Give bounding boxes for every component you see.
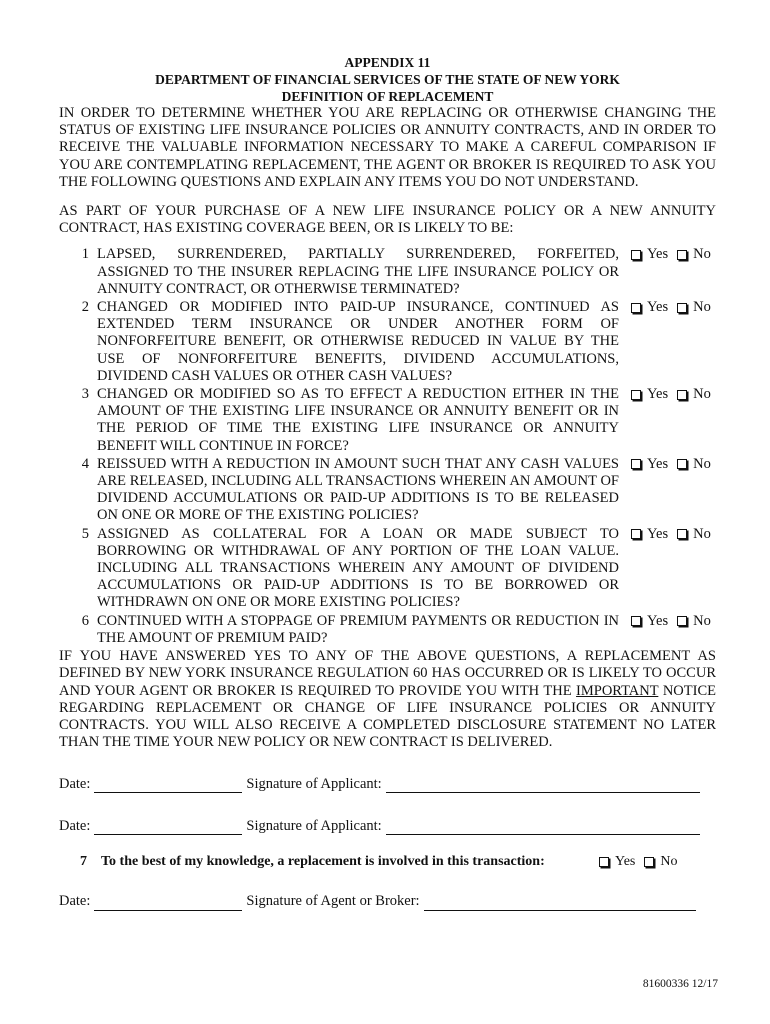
question-row (59, 456, 716, 525)
lead-paragraph: AS PART OF YOUR PURCHASE OF A NEW LIFE INSURANCE POLICY OR A NEW ANNUITY CONTRACT, HAS EXISTING COVERAGE BEEN, OR IS LIKELY TO BE: (59, 203, 716, 237)
question-7-text: To the best of my knowledge, a replacement is involved in this transaction: (101, 854, 545, 870)
applicant-signature-row-1 (59, 773, 716, 793)
question-text: REISSUED WITH A REDUCTION IN AMOUNT SUCH THAT ANY CASH VALUES ARE RELEASED, INCLUDING ALL TRANSACTIONS WHEREIN AN AMOUNT OF DIVIDEND ACCUMULATIONS OR PAID-UP ADDITIONS IS TO BE RELEASED ON ONE OR MORE OF THE EXISTING POLICIES? (97, 455, 619, 524)
checkbox-icon (677, 459, 687, 469)
yes-label: Yes (647, 299, 669, 316)
question-row (59, 246, 716, 298)
date-label: Date: (59, 893, 91, 910)
no-checkbox[interactable] (677, 386, 711, 403)
question-number: 3 (81, 386, 89, 403)
question-text: CONTINUED WITH A STOPPAGE OF PREMIUM PAYMENTS OR REDUCTION IN THE AMOUNT OF PREMIUM PAID? (97, 612, 619, 646)
question-row (59, 386, 716, 455)
question-number: 5 (81, 525, 89, 542)
applicant-signature-label: Signature of Applicant: (246, 776, 382, 793)
yes-label: Yes (647, 612, 669, 629)
question-number: 4 (81, 455, 89, 472)
checkbox-icon (631, 303, 641, 313)
no-label: No (660, 854, 678, 870)
agent-signature-field[interactable] (424, 896, 696, 911)
yes-checkbox[interactable] (631, 386, 668, 403)
question-7-number: 7 (80, 854, 87, 870)
checkbox-icon (631, 529, 641, 539)
q7-no-checkbox[interactable] (644, 853, 677, 870)
question-number: 1 (81, 246, 89, 263)
question-text: CHANGED OR MODIFIED SO AS TO EFFECT A REDUCTION EITHER IN THE AMOUNT OF THE EXISTING LIFE INSURANCE OR ANNUITY BENEFIT OR IN THE PERIOD OF TIME THE EXISTING LIFE INSURANCE OR ANNUITY BENEFIT WILL CONTINUE IN FORCE? (97, 386, 619, 454)
question-text: CHANGED OR MODIFIED INTO PAID-UP INSURANCE, CONTINUED AS EXTENDED TERM INSURANCE OR UNDER ANOTHER FORM OF NONFORFEITURE BENEFIT, OR OTHERWISE REDUCED IN VALUE BY THE USE OF NONFORFEITURE BENEFITS, DIVIDEND ACCUMULATIONS, DIVIDEND CASH VALUES OR OTHER CASH VALUES? (97, 299, 619, 384)
yes-label: Yes (647, 246, 669, 263)
no-label: No (693, 246, 711, 263)
department-title: DEPARTMENT OF FINANCIAL SERVICES OF THE STATE OF NEW YORK (155, 72, 620, 87)
important-word: IMPORTANT (576, 682, 659, 699)
conclusion-paragraph (59, 648, 716, 751)
q7-yes-checkbox[interactable] (599, 853, 635, 870)
intro-paragraph: IN ORDER TO DETERMINE WHETHER YOU ARE REPLACING OR OTHERWISE CHANGING THE STATUS OF EXISTING LIFE INSURANCE POLICIES OR ANNUITY CONTRACTS, AND IN ORDER TO RECEIVE THE VALUABLE INFORMATION NECESSARY TO MAKE A CAREFUL COMPARISON IF YOU ARE CONTEMPLATING REPLACEMENT, THE AGENT OR BROKER IS REQUIRED TO ASK YOU THE FOLLOWING QUESTIONS AND EXPLAIN ANY ITEMS YOU DO NOT UNDERSTAND. (59, 105, 716, 190)
yes-label: Yes (647, 386, 669, 403)
question-text: ASSIGNED AS COLLATERAL FOR A LOAN OR MADE SUBJECT TO BORROWING OR WITHDRAWAL OF ANY PORTION OF THE LOAN VALUE. INCLUDING ALL TRANSACTIONS WHEREIN ANY AMOUNT OF DIVIDEND ACCUMULATIONS OR PAID-UP ADDITIONS IS TO BE BORROWED OR WITHDRAWN ON ONE OR MORE EXISTING POLICIES? (97, 525, 619, 611)
checkbox-icon (644, 857, 654, 867)
yes-label: Yes (647, 455, 669, 472)
applicant-signature-field[interactable] (386, 820, 700, 835)
date-field[interactable] (94, 778, 242, 793)
question-row (59, 526, 716, 612)
question-number: 6 (81, 612, 89, 629)
question-row (59, 613, 716, 647)
no-checkbox[interactable] (677, 299, 711, 316)
applicant-signature-label: Signature of Applicant: (246, 818, 382, 835)
conclusion-text-after: NOTICE REGARDING REPLACEMENT OR CHANGE OF LIFE INSURANCE POLICIES OR ANNUITY CONTRACTS. YOU WILL ALSO RECEIVE A COMPLETED DISCLOSURE STATEMENT NO LATER THAN THE TIME YOUR NEW POLICY OR NEW CONTRACT IS DELIVERED. (59, 682, 716, 751)
form-number: 81600336 12/17 (642, 978, 718, 990)
no-label: No (693, 525, 711, 542)
checkbox-icon (677, 529, 687, 539)
checkbox-icon (677, 616, 687, 626)
question-row (59, 299, 716, 385)
checkbox-icon (631, 390, 641, 400)
no-checkbox[interactable] (677, 456, 711, 473)
no-label: No (693, 299, 711, 316)
appendix-title: APPENDIX 11 (344, 55, 431, 70)
no-label: No (693, 612, 711, 629)
date-label: Date: (59, 776, 91, 793)
no-label: No (693, 386, 711, 403)
no-label: No (693, 455, 711, 472)
agent-signature-label: Signature of Agent or Broker: (246, 893, 420, 910)
date-field[interactable] (94, 820, 242, 835)
applicant-signature-row-2 (59, 815, 716, 835)
form-page (59, 54, 716, 911)
no-checkbox[interactable] (677, 526, 711, 543)
agent-signature-row (59, 891, 716, 911)
yes-checkbox[interactable] (631, 456, 668, 473)
checkbox-icon (631, 250, 641, 260)
checkbox-icon (599, 857, 609, 867)
conclusion-text-before: IF YOU HAVE ANSWERED YES TO ANY OF THE ABOVE QUESTIONS, A REPLACEMENT AS DEFINED BY NEW YORK INSURANCE REGULATION 60 HAS OCCURRED OR IS LIKELY TO OCCUR AND YOUR AGENT OR BROKER IS REQUIRED TO PROVIDE YOU WITH THE (59, 648, 716, 699)
applicant-signature-field[interactable] (386, 778, 700, 793)
yes-label: Yes (647, 525, 669, 542)
yes-checkbox[interactable] (631, 299, 668, 316)
question-number: 2 (81, 299, 89, 316)
checkbox-icon (677, 250, 687, 260)
question-text: LAPSED, SURRENDERED, PARTIALLY SURRENDERED, FORFEITED, ASSIGNED TO THE INSURER REPLACING THE LIFE INSURANCE POLICY OR ANNUITY CONTRACT, OR OTHERWISE TERMINATED? (97, 246, 619, 297)
yes-checkbox[interactable] (631, 613, 668, 630)
yes-checkbox[interactable] (631, 526, 668, 543)
checkbox-icon (677, 390, 687, 400)
date-label: Date: (59, 818, 91, 835)
checkbox-icon (631, 459, 641, 469)
question-list (59, 246, 716, 647)
question-7-row (59, 853, 716, 870)
definition-title: DEFINITION OF REPLACEMENT (281, 89, 494, 104)
checkbox-icon (631, 616, 641, 626)
no-checkbox[interactable] (677, 613, 711, 630)
no-checkbox[interactable] (677, 246, 711, 263)
yes-label: Yes (615, 854, 636, 870)
checkbox-icon (677, 303, 687, 313)
date-field[interactable] (94, 896, 242, 911)
yes-checkbox[interactable] (631, 246, 668, 263)
